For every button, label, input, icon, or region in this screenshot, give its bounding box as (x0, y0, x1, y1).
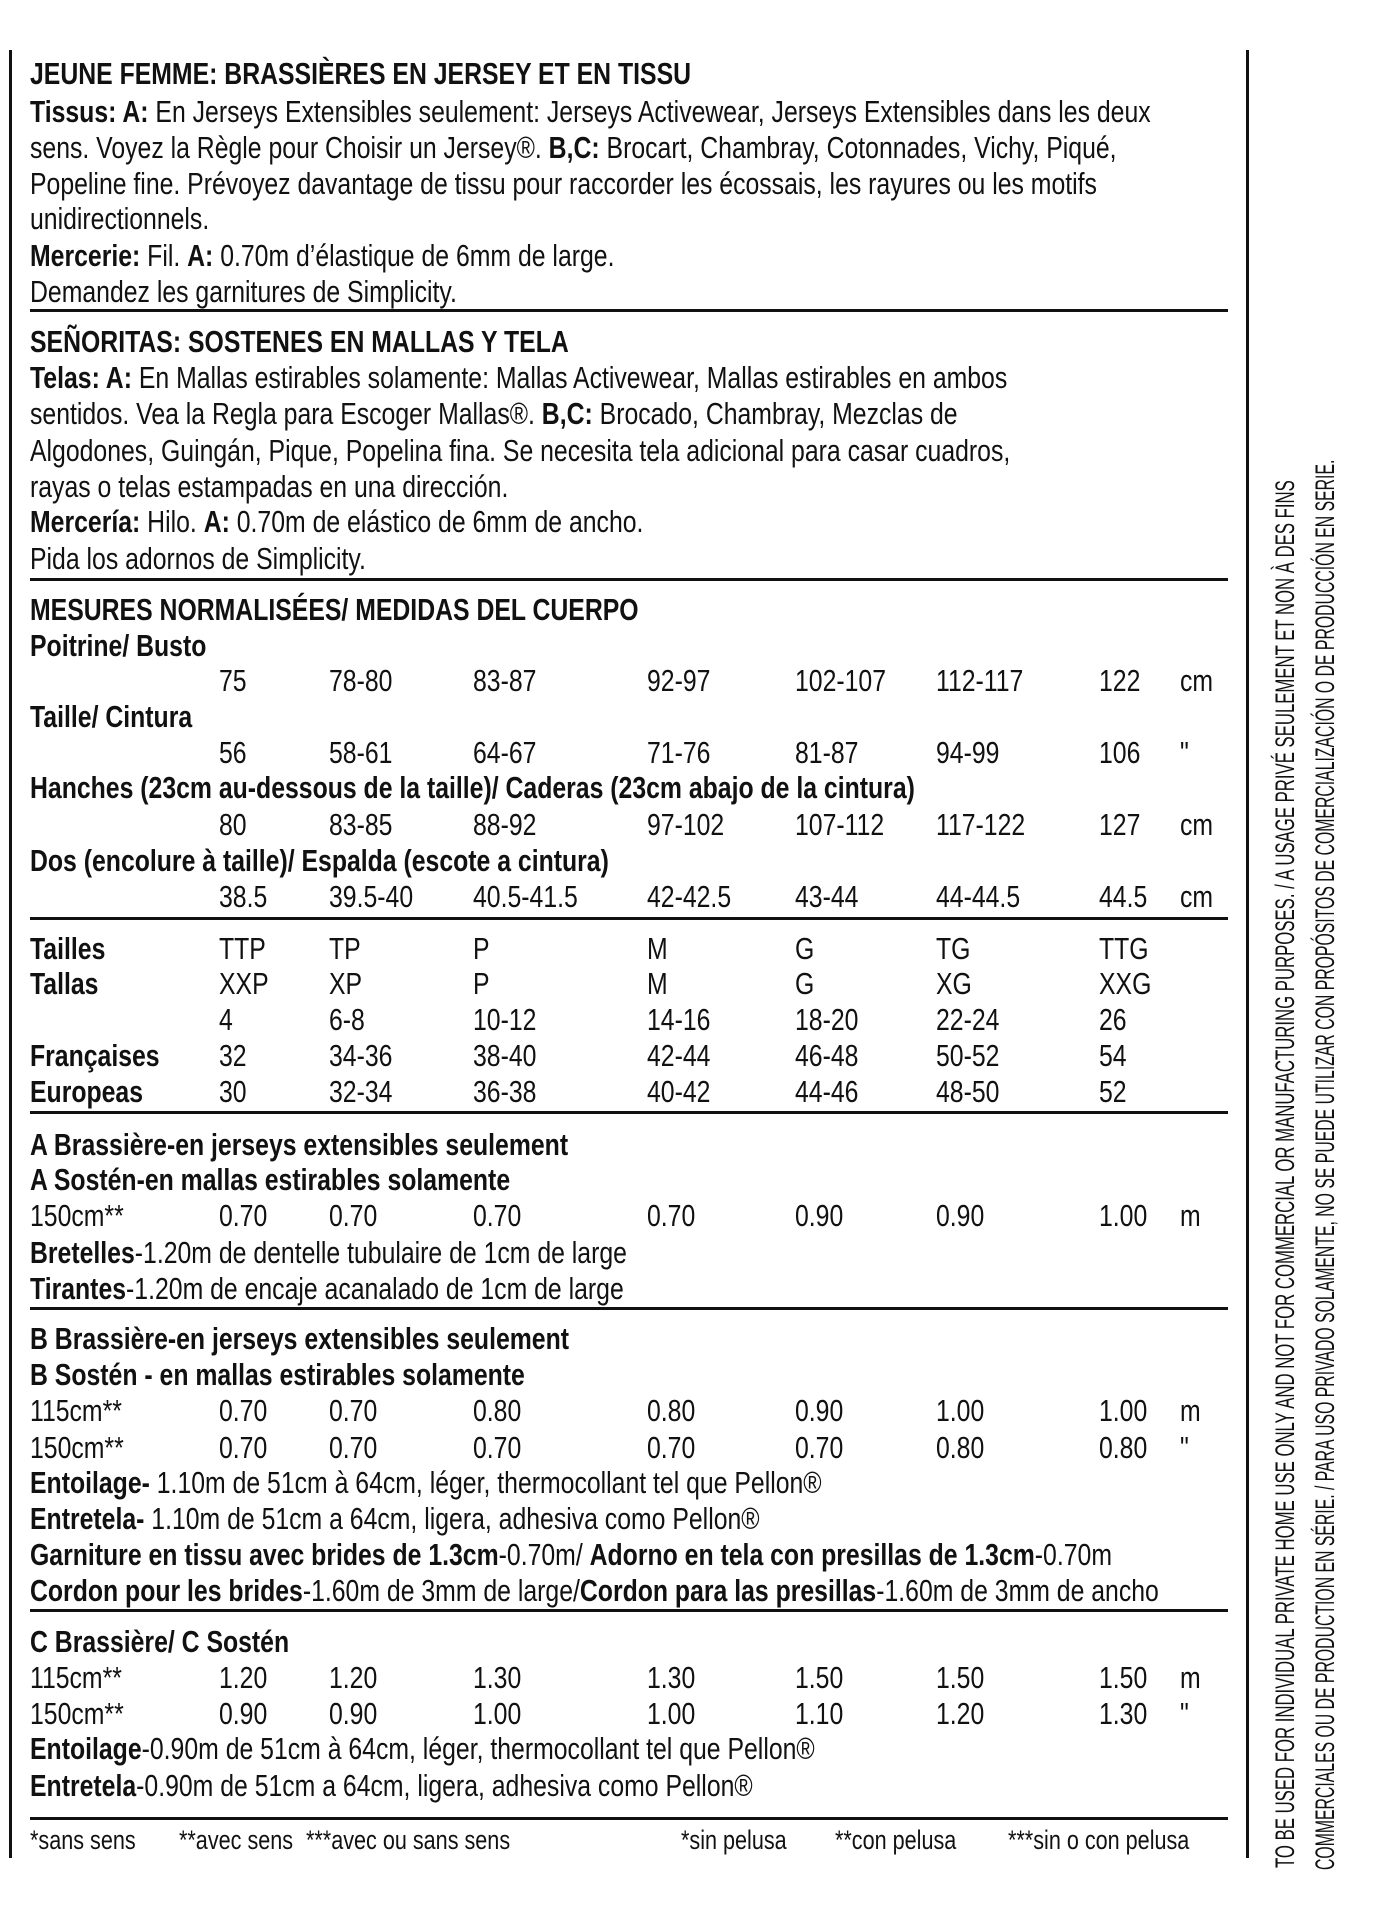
notion-line (30, 1768, 753, 1804)
fabric-width: 150cm** (30, 1696, 124, 1731)
bold-label: Cordon para las presillas (579, 1573, 877, 1608)
fabric-width: 150cm** (30, 1430, 124, 1465)
footnote: ***sin o con pelusa (1008, 1825, 1190, 1855)
table-cell: 6-8 (329, 1002, 365, 1037)
fabric-width: 115cm** (30, 1660, 122, 1695)
table-cell: 0.90 (219, 1696, 268, 1731)
table-cell: M (647, 931, 668, 966)
table-cell: 43-44 (795, 879, 859, 914)
table-cell: 0.70 (329, 1198, 378, 1233)
paragraph-line (30, 360, 1007, 396)
paragraph-line (30, 166, 1097, 202)
table-cell: 78-80 (329, 663, 393, 698)
fabric-width: 150cm** (30, 1198, 124, 1233)
table-cell: 127 (1099, 807, 1141, 842)
table-cell: 1.20 (936, 1696, 985, 1731)
table-cell: 52 (1099, 1074, 1127, 1109)
table-cell: 122 (1099, 663, 1141, 698)
table-cell: 56 (219, 735, 247, 770)
text-fragment: -0.90m de 51cm a 64cm, ligera, adhesiva como Pellon® (136, 1768, 753, 1803)
paragraph-line (30, 130, 1117, 166)
bold-label: B,C: (548, 130, 600, 165)
table-cell: 54 (1099, 1038, 1127, 1073)
table-cell: 0.80 (473, 1393, 522, 1428)
view-heading: A Brassière-en jerseys extensibles seulement (30, 1127, 569, 1162)
bold-label: Mercería: (30, 504, 141, 539)
size-label: Tallas (30, 966, 99, 1001)
fabric-width: 115cm** (30, 1393, 122, 1428)
table-cell: 1.50 (1099, 1660, 1148, 1695)
table-cell: 112-117 (936, 663, 1024, 698)
paragraph-line (30, 504, 643, 540)
table-cell: 0.90 (795, 1393, 844, 1428)
unit-label: m (1180, 1660, 1201, 1695)
text-fragment: Fil. (140, 238, 188, 273)
paragraph-line (30, 238, 614, 274)
table-cell: 97-102 (647, 807, 725, 842)
text-fragment: 0.70m d’élastique de 6mm de large. (213, 238, 615, 273)
table-cell: 83-87 (473, 663, 537, 698)
bold-label: Bretelles (30, 1235, 135, 1270)
text-fragment: Popeline fine. Prévoyez davantage de tissu pour raccorder les écossais, les rayures ou les motifs (30, 166, 1097, 201)
table-cell: 0.70 (473, 1198, 522, 1233)
text-fragment: En Mallas estirables solamente: Mallas Activewear, Mallas estirables en ambos (131, 360, 1008, 395)
table-cell: 44.5 (1099, 879, 1148, 914)
table-cell: 1.30 (647, 1660, 696, 1695)
text-fragment: -0.90m de 51cm à 64cm, léger, thermocollant tel que Pellon® (141, 1731, 815, 1766)
table-cell: 0.90 (329, 1696, 378, 1731)
text-fragment: unidirectionnels. (30, 201, 210, 236)
view-heading: B Brassière-en jerseys extensibles seulement (30, 1321, 570, 1356)
unit-label: " (1180, 1430, 1189, 1465)
table-cell: 40-42 (647, 1074, 711, 1109)
table-cell: 94-99 (936, 735, 1000, 770)
table-cell: 1.30 (473, 1660, 522, 1695)
table-cell: 30 (219, 1074, 247, 1109)
table-cell: 107-112 (795, 807, 885, 842)
notion-line (30, 1573, 1159, 1609)
text-fragment: -1.20m de encaje acanalado de 1cm de large (126, 1271, 624, 1306)
bold-label: Entoilage (30, 1731, 142, 1766)
section-divider (30, 1609, 1228, 1612)
bold-label: Entoilage- (30, 1465, 150, 1500)
table-cell: 0.80 (1099, 1430, 1148, 1465)
text-fragment: -1.20m de dentelle tubulaire de 1cm de large (134, 1235, 627, 1270)
footnote: ***avec ou sans sens (306, 1825, 511, 1855)
table-cell: 1.20 (329, 1660, 378, 1695)
size-label: Europeas (30, 1074, 144, 1109)
table-cell: 81-87 (795, 735, 859, 770)
table-cell: 0.80 (936, 1430, 985, 1465)
notion-line (30, 1235, 627, 1271)
table-cell: 32-34 (329, 1074, 393, 1109)
paragraph-line (30, 274, 457, 310)
text-fragment: -1.60m de 3mm de large/ (302, 1573, 580, 1608)
table-cell: TTG (1099, 931, 1149, 966)
table-cell: 22-24 (936, 1002, 1000, 1037)
unit-label: cm (1180, 663, 1214, 698)
view-heading: B Sostén - en mallas estirables solamente (30, 1357, 525, 1392)
table-cell: 1.30 (1099, 1696, 1148, 1731)
paragraph-line (30, 94, 1151, 130)
table-cell: 0.70 (219, 1393, 268, 1428)
table-cell: 1.50 (795, 1660, 844, 1695)
table-cell: 0.70 (473, 1430, 522, 1465)
table-cell: 102-107 (795, 663, 887, 698)
table-cell: 88-92 (473, 807, 537, 842)
unit-label: m (1180, 1393, 1201, 1428)
table-cell: 1.10 (795, 1696, 844, 1731)
table-cell: 48-50 (936, 1074, 1000, 1109)
text-fragment: Demandez les garnitures de Simplicity. (30, 274, 457, 309)
paragraph-line (30, 201, 209, 237)
table-cell: 75 (219, 663, 247, 698)
text-fragment: 1.10m de 51cm a 64cm, ligera, adhesiva como Pellon® (144, 1501, 760, 1536)
table-cell: 38.5 (219, 879, 268, 914)
footnote: *sin pelusa (681, 1825, 787, 1855)
bold-label: Adorno en tela con presillas de 1.3cm (589, 1537, 1035, 1572)
measurement-label: Hanches (23cm au-dessous de la taille)/ Caderas (23cm abajo de la cintura) (30, 770, 915, 805)
table-cell: 1.00 (647, 1696, 696, 1731)
table-cell: P (473, 931, 490, 966)
table-cell: 1.00 (936, 1393, 985, 1428)
table-cell: 64-67 (473, 735, 537, 770)
table-cell: 1.50 (936, 1660, 985, 1695)
text-fragment: 0.70m de elástico de 6mm de ancho. (229, 504, 644, 539)
bold-label: Tirantes (30, 1271, 127, 1306)
bold-label: Garniture en tissu avec brides de 1.3cm (30, 1537, 499, 1572)
table-cell: 0.90 (936, 1198, 985, 1233)
bold-label: Mercerie: (30, 238, 141, 273)
bold-label: Entretela (30, 1768, 137, 1803)
table-cell: 71-76 (647, 735, 711, 770)
table-cell: 0.70 (219, 1198, 268, 1233)
table-cell: G (795, 931, 815, 966)
table-cell: 42-42.5 (647, 879, 732, 914)
view-heading: A Sostén-en mallas estirables solamente (30, 1162, 511, 1197)
table-cell: 0.80 (647, 1393, 696, 1428)
text-fragment: sens. Voyez la Règle pour Choisir un Jersey®. (30, 130, 549, 165)
unit-label: m (1180, 1198, 1201, 1233)
table-cell: 0.70 (647, 1430, 696, 1465)
table-cell: TTP (219, 931, 266, 966)
section-divider (30, 917, 1228, 920)
table-cell: XP (329, 966, 363, 1001)
table-cell: 1.00 (1099, 1393, 1148, 1428)
unit-label: " (1180, 735, 1189, 770)
table-cell: 83-85 (329, 807, 393, 842)
measurement-label: Dos (encolure à taille)/ Espalda (escote a cintura) (30, 843, 609, 878)
table-cell: TP (329, 931, 361, 966)
disclaimer-line-2: COMMERCIALES OU DE PRODUCTION EN SÉRIE. / PARA USO PRIVADO SOLAMENTE, NO SE PUEDE UTILIZAR CON PROPÓSITOS DE COMERCIALIZACIÓN O DE PRODUCCIÓN EN SERIE. (1310, 459, 1340, 1870)
measurement-label: Poitrine/ Busto (30, 628, 207, 663)
table-cell: 1.00 (1099, 1198, 1148, 1233)
unit-label: " (1180, 1696, 1189, 1731)
table-cell: 44-44.5 (936, 879, 1021, 914)
section-title: JEUNE FEMME: BRASSIÈRES EN JERSEY ET EN TISSU (30, 56, 692, 91)
table-cell: 0.70 (647, 1198, 696, 1233)
footnote: **con pelusa (835, 1825, 957, 1855)
view-heading: C Brassière/ C Sostén (30, 1624, 290, 1659)
paragraph-line (30, 541, 366, 577)
bold-label: Entretela- (30, 1501, 145, 1536)
size-label: Françaises (30, 1038, 160, 1073)
bold-label: B,C: (541, 396, 593, 431)
text-fragment: -0.70m (1034, 1537, 1112, 1572)
table-cell: 0.70 (795, 1430, 844, 1465)
table-cell: 117-122 (936, 807, 1026, 842)
notion-line (30, 1271, 624, 1307)
table-cell: 46-48 (795, 1038, 859, 1073)
text-fragment: Algodones, Guingán, Pique, Popelina fina. Se necesita tela adicional para casar cuadros, (30, 433, 1011, 468)
table-cell: 0.70 (329, 1430, 378, 1465)
table-cell: XG (936, 966, 972, 1001)
table-cell: 50-52 (936, 1038, 1000, 1073)
table-cell: 39.5-40 (329, 879, 414, 914)
bold-label: Tissus: A: (30, 94, 149, 129)
table-cell: 4 (219, 1002, 233, 1037)
footnote: **avec sens (179, 1825, 294, 1855)
section-divider (30, 309, 1228, 312)
table-cell: 40.5-41.5 (473, 879, 578, 914)
section-divider (30, 1307, 1228, 1310)
text-fragment: Brocado, Chambray, Mezclas de (592, 396, 958, 431)
bold-label: A: (203, 504, 230, 539)
paragraph-line (30, 396, 958, 432)
table-cell: M (647, 966, 668, 1001)
notion-line (30, 1465, 822, 1501)
section-title: SEÑORITAS: SOSTENES EN MALLAS Y TELA (30, 324, 569, 359)
table-cell: 38-40 (473, 1038, 537, 1073)
table-cell: 0.70 (329, 1393, 378, 1428)
text-fragment: Hilo. (140, 504, 204, 539)
notion-line (30, 1537, 1112, 1573)
table-cell: 1.00 (473, 1696, 522, 1731)
unit-label: cm (1180, 879, 1214, 914)
table-cell: 0.70 (219, 1430, 268, 1465)
paragraph-line (30, 433, 1010, 469)
section-divider (30, 578, 1228, 581)
table-cell: 18-20 (795, 1002, 859, 1037)
table-cell: 44-46 (795, 1074, 859, 1109)
table-cell: TG (936, 931, 971, 966)
right-border (1246, 50, 1249, 1858)
table-cell: 0.90 (795, 1198, 844, 1233)
table-cell: 92-97 (647, 663, 711, 698)
section-divider (30, 1111, 1228, 1114)
table-cell: P (473, 966, 490, 1001)
table-cell: 10-12 (473, 1002, 537, 1037)
text-fragment: -1.60m de 3mm de ancho (876, 1573, 1159, 1608)
text-fragment: 1.10m de 51cm à 64cm, léger, thermocollant tel que Pellon® (149, 1465, 822, 1500)
size-label: Tailles (30, 931, 106, 966)
notion-line (30, 1501, 760, 1537)
table-cell: 36-38 (473, 1074, 537, 1109)
paragraph-line (30, 469, 508, 505)
text-fragment: Brocart, Chambray, Cotonnades, Vichy, Piqué, (599, 130, 1117, 165)
table-cell: 106 (1099, 735, 1141, 770)
left-border (9, 50, 12, 1858)
bold-label: Cordon pour les brides (30, 1573, 303, 1608)
table-cell: 42-44 (647, 1038, 711, 1073)
section-divider (30, 1817, 1228, 1820)
unit-label: cm (1180, 807, 1214, 842)
text-fragment: -0.70m/ (498, 1537, 590, 1572)
text-fragment: sentidos. Vea la Regla para Escoger Mallas®. (30, 396, 542, 431)
table-cell: 32 (219, 1038, 247, 1073)
table-cell: 14-16 (647, 1002, 711, 1037)
bold-label: A: (187, 238, 214, 273)
text-fragment: Pida los adornos de Simplicity. (30, 541, 366, 576)
text-fragment: rayas o telas estampadas en una dirección. (30, 469, 509, 504)
table-cell: 34-36 (329, 1038, 393, 1073)
footnote: *sans sens (30, 1825, 136, 1855)
bold-label: Telas: A: (30, 360, 132, 395)
table-cell: G (795, 966, 815, 1001)
table-cell: XXG (1099, 966, 1152, 1001)
table-cell: 58-61 (329, 735, 393, 770)
table-cell: 1.20 (219, 1660, 268, 1695)
table-cell: 80 (219, 807, 247, 842)
section-title: MESURES NORMALISÉES/ MEDIDAS DEL CUERPO (30, 592, 639, 627)
table-cell: 26 (1099, 1002, 1127, 1037)
measurement-label: Taille/ Cintura (30, 699, 193, 734)
notion-line (30, 1731, 815, 1767)
table-cell: XXP (219, 966, 269, 1001)
text-fragment: En Jerseys Extensibles seulement: Jerseys Activewear, Jerseys Extensibles dans les deux (148, 94, 1151, 129)
disclaimer-line-1: TO BE USED FOR INDIVIDUAL PRIVATE HOME USE ONLY AND NOT FOR COMMERCIAL OR MANUFACTURING PURPOSES. / A USAGE PRIVÉ SEULEMENT ET NON À DES FINS (1270, 480, 1300, 1868)
